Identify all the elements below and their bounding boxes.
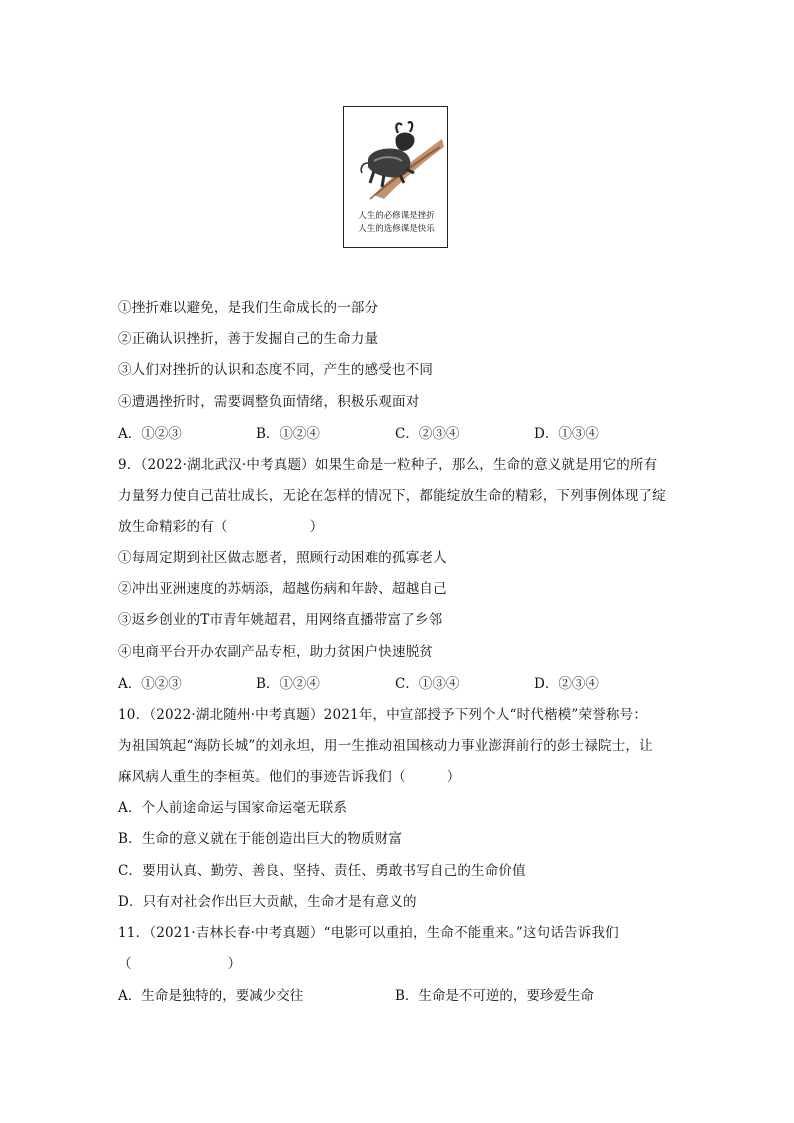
q10-option-a[interactable]: A．个人前途命运与国家命运毫无联系 xyxy=(118,800,348,816)
q10-option-d[interactable]: D．只有对社会作出巨大贡献，生命才是有意义的 xyxy=(118,894,417,910)
q9-statement-3: ③返乡创业的T市青年姚超君，用网络直播带富了乡邻 xyxy=(118,612,443,628)
q8-statement-3: ③人们对挫折的认识和态度不同，产生的感受也不同 xyxy=(118,362,434,378)
ox-illustration xyxy=(343,106,448,248)
q9-statement-4: ④电商平台开办农副产品专柜，助力贫困户快速脱贫 xyxy=(118,644,434,660)
q8-option-b[interactable]: B．①②④ xyxy=(256,426,320,442)
q10-stem-line1: 10．（2022·湖北随州·中考真题）2021年，中宣部授予下列个人“时代楷模”荣誉称号： xyxy=(118,707,648,723)
q9-statement-1: ①每周定期到社区做志愿者，照顾行动困难的孤寡老人 xyxy=(118,550,447,566)
q10-stem-line2: 为祖国筑起“海防长城”的刘永坦，用一生推动祖国核动力事业澎湃前行的彭士禄院士，让 xyxy=(118,738,653,754)
q9-option-a[interactable]: A．①②③ xyxy=(118,676,182,692)
q9-option-d[interactable]: D．②③④ xyxy=(534,676,599,692)
q10-option-c[interactable]: C．要用认真、勤劳、善良、坚持、责任、勇敢书写自己的生命价值 xyxy=(118,863,526,879)
q9-option-c[interactable]: C．①③④ xyxy=(395,676,460,692)
q9-stem-line1: 9．（2022·湖北武汉·中考真题）如果生命是一粒种子，那么，生命的意义就是用它的所有 xyxy=(118,457,658,473)
q11-stem-line2: （ ） xyxy=(118,956,242,972)
q9-option-b[interactable]: B．①②④ xyxy=(256,676,320,692)
q11-option-b[interactable]: B．生命是不可逆的，要珍爱生命 xyxy=(395,988,594,1004)
q8-option-a[interactable]: A．①②③ xyxy=(118,426,182,442)
q8-statement-1: ①挫折难以避免，是我们生命成长的一部分 xyxy=(118,300,379,316)
q8-statement-2: ②正确认识挫折，善于发掘自己的生命力量 xyxy=(118,331,379,347)
q8-option-c[interactable]: C．②③④ xyxy=(395,426,460,442)
q8-statement-4: ④遭遇挫折时，需要调整负面情绪，积极乐观面对 xyxy=(118,394,420,410)
q10-option-b[interactable]: B．生命的意义就在于能创造出巨大的物质财富 xyxy=(118,831,403,847)
q9-stem-line3: 放生命精彩的有（ ） xyxy=(118,519,324,535)
q11-option-a[interactable]: A．生命是独特的，要减少交往 xyxy=(118,988,304,1004)
q10-stem-line3: 麻风病人重生的李桓英。他们的事迹告诉我们（ ） xyxy=(118,769,461,785)
q9-stem-line2: 力量努力使自己苗壮成长，无论在怎样的情况下，都能绽放生命的精彩，下列事例体现了绽 xyxy=(118,488,666,504)
illustration-caption-line1: 人生的必修课是挫折 xyxy=(358,211,435,221)
illustration-caption-line2: 人生的选修课是快乐 xyxy=(358,224,435,234)
q8-option-d[interactable]: D．①③④ xyxy=(534,426,599,442)
q11-stem-line1: 11．（2021·吉林长春·中考真题）“电影可以重拍，生命不能重来。”这句话告诉我们 xyxy=(118,925,619,941)
q9-statement-2: ②冲出亚洲速度的苏炳添，超越伤病和年龄、超越自己 xyxy=(118,581,447,597)
